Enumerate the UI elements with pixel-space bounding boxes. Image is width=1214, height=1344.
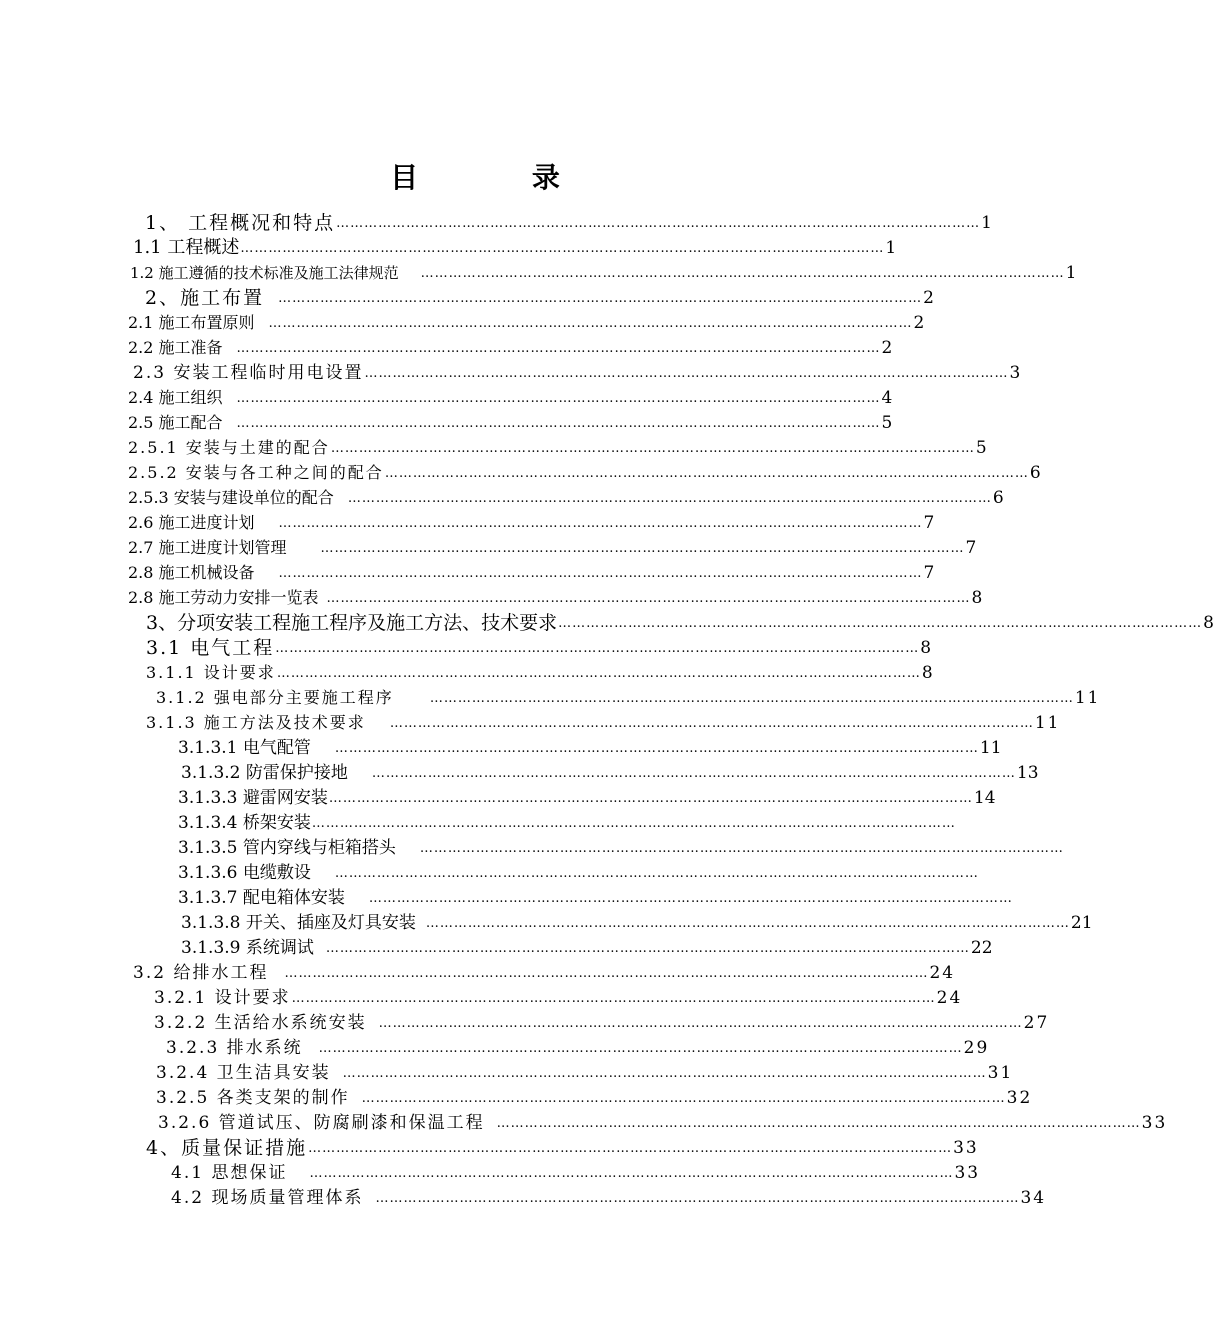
toc-entry[interactable]: [156, 1086, 1033, 1110]
toc-entry[interactable]: [178, 886, 1013, 910]
toc-entry-label: 2.5.2 安装与各工种之间的配合: [128, 463, 384, 482]
toc-entry-page: 24: [929, 963, 956, 983]
toc-entry-page: 8: [971, 588, 983, 608]
toc-leader: …………………………………………………………………………………………………………………………: [368, 891, 1013, 906]
toc-entry-page: 14: [973, 788, 996, 808]
toc-entry-page: 33: [954, 1163, 981, 1183]
toc-entry-page: 27: [1023, 1013, 1050, 1033]
toc-leader: …………………………………………………………………………………………………………………………: [361, 1091, 1006, 1106]
toc-leader: …………………………………………………………………………………………………………………………: [309, 1166, 954, 1181]
toc-entry-label: 3.1.3.7 配电箱体安装: [178, 888, 345, 908]
toc-entry-label: 3、分项安装工程施工程序及施工方法、技术要求: [146, 612, 558, 634]
toc-entry-page: 34: [1020, 1188, 1047, 1208]
toc-entry-label: 2.5 施工配合: [128, 413, 223, 432]
toc-entry-label: 3.1.3.1 电气配管: [178, 738, 311, 758]
toc-leader: …………………………………………………………………………………………………………………………: [275, 641, 920, 656]
toc-entry-label: 3.1.3.3 避雷网安装: [178, 788, 328, 808]
toc-leader: …………………………………………………………………………………………………………………………: [268, 316, 913, 331]
toc-entry-page: 6: [1029, 463, 1043, 483]
toc-entry-label: 3.2.4 卫生洁具安装: [156, 1063, 331, 1083]
toc-entry[interactable]: [166, 1036, 990, 1060]
toc-entry[interactable]: [178, 861, 979, 885]
toc-entry-page: 13: [1016, 763, 1039, 783]
toc-entry-label: 3.2.3 排水系统: [166, 1038, 303, 1058]
toc-leader: …………………………………………………………………………………………………………………………: [284, 966, 929, 981]
toc-entry[interactable]: [128, 461, 1043, 485]
toc-entry[interactable]: [156, 1061, 1014, 1085]
toc-entry-page: 11: [1034, 713, 1061, 733]
toc-entry-label: 3.1.3.5 管内穿线与柜箱搭头: [178, 838, 396, 858]
toc-entry-label: 4.2 现场质量管理体系: [171, 1188, 364, 1208]
toc-leader: …………………………………………………………………………………………………………………………: [240, 241, 885, 256]
toc-leader: …………………………………………………………………………………………………………………………: [364, 366, 1009, 381]
toc-entry-label: 1、 工程概况和特点: [145, 212, 336, 234]
toc-leader: …………………………………………………………………………………………………………………………: [330, 441, 975, 456]
toc-entry-page: 24: [936, 988, 963, 1008]
toc-entry[interactable]: [133, 361, 1023, 385]
toc-entry-page: 1: [981, 213, 994, 233]
toc-entry-label: 2.6 施工进度计划: [128, 513, 255, 532]
toc-entry-label: 3.2.1 设计要求: [154, 988, 291, 1008]
toc-entry-label: 3.2 给排水工程: [133, 963, 269, 983]
toc-leader: …………………………………………………………………………………………………………………………: [278, 566, 923, 581]
toc-leader: …………………………………………………………………………………………………………………………: [325, 941, 970, 956]
toc-leader: …………………………………………………………………………………………………………………………: [384, 466, 1029, 481]
toc-entry-label: 2、施工布置: [145, 287, 265, 309]
toc-entry-page: 33: [953, 1138, 979, 1158]
toc-entry-label: 2.7 施工进度计划管理: [128, 538, 287, 557]
toc-entry-page: 6: [992, 488, 1004, 508]
toc-entry-label: 3.2.2 生活给水系统安装: [154, 1013, 367, 1033]
toc-entry[interactable]: [128, 411, 893, 435]
toc-entry-label: 2.8 施工机械设备: [128, 563, 255, 582]
toc-entry[interactable]: [181, 911, 1093, 935]
toc-leader: …………………………………………………………………………………………………………………………: [311, 816, 956, 831]
toc-entry[interactable]: [128, 536, 977, 560]
toc-entry[interactable]: [146, 636, 934, 660]
toc-entry-page: 31: [987, 1063, 1014, 1083]
toc-leader: …………………………………………………………………………………………………………………………: [347, 491, 992, 506]
toc-entry[interactable]: [146, 711, 1061, 735]
toc-entry-page: 32: [1006, 1088, 1033, 1108]
toc-entry-page: 7: [923, 513, 935, 533]
toc-entry-label: 4.1 思想保证: [171, 1163, 288, 1183]
toc-leader: …………………………………………………………………………………………………………………………: [389, 716, 1034, 731]
toc-leader: …………………………………………………………………………………………………………………………: [278, 516, 923, 531]
toc-entry[interactable]: [128, 511, 935, 535]
toc-entry[interactable]: [158, 1111, 1168, 1135]
toc-leader: …………………………………………………………………………………………………………………………: [326, 591, 971, 606]
toc-leader: …………………………………………………………………………………………………………………………: [328, 791, 973, 806]
toc-leader: …………………………………………………………………………………………………………………………: [342, 1066, 987, 1081]
toc-entry[interactable]: [181, 936, 993, 960]
toc-entry-label: 2.5.3 安装与建设单位的配合: [128, 488, 334, 507]
toc-entry-label: 4、质量保证措施: [146, 1137, 308, 1159]
toc-leader: …………………………………………………………………………………………………………………………: [371, 766, 1016, 781]
toc-leader: …………………………………………………………………………………………………………………………: [236, 416, 881, 431]
toc-leader: …………………………………………………………………………………………………………………………: [420, 266, 1065, 281]
toc-entry-label: 2.5.1 安装与土建的配合: [128, 438, 330, 457]
toc-leader: …………………………………………………………………………………………………………………………: [291, 991, 936, 1006]
toc-entry[interactable]: [154, 1011, 1050, 1035]
toc-leader: …………………………………………………………………………………………………………………………: [425, 916, 1070, 931]
toc-entry-page: 11: [979, 738, 1002, 758]
toc-entry[interactable]: [146, 661, 935, 685]
toc-entry-page: 8: [921, 663, 935, 683]
toc-title: 目 录: [390, 161, 612, 194]
toc-entry[interactable]: [171, 1161, 981, 1185]
toc-leader: …………………………………………………………………………………………………………………………: [236, 391, 881, 406]
toc-entry-label: 3.1.3.8 开关、插座及灯具安装: [181, 913, 416, 933]
toc-entry-label: 3.1.1 设计要求: [146, 663, 276, 682]
toc-entry-label: 3.1.2 强电部分主要施工程序: [156, 688, 394, 707]
toc-leader: …………………………………………………………………………………………………………………………: [318, 1041, 963, 1056]
toc-entry[interactable]: [128, 586, 983, 610]
toc-entry[interactable]: [181, 761, 1039, 785]
toc-entry-page: 7: [923, 563, 935, 583]
toc-entry-label: 1.2 施工遵循的技术标准及施工法律规范: [130, 264, 399, 282]
toc-entry[interactable]: [128, 311, 925, 335]
toc-entry-label: 2.8 施工劳动力安排一览表: [128, 588, 319, 607]
toc-leader: …………………………………………………………………………………………………………………………: [378, 1016, 1023, 1031]
toc-leader: …………………………………………………………………………………………………………………………: [334, 741, 979, 756]
toc-entry[interactable]: [133, 236, 897, 260]
toc-entry-label: 3.1.3.9 系统调试: [181, 938, 314, 958]
toc-entry-page: 5: [975, 438, 989, 458]
toc-entry-page: 2: [881, 338, 893, 358]
toc-leader: …………………………………………………………………………………………………………………………: [236, 341, 881, 356]
toc-entry-label: 3.1.3.6 电缆敷设: [178, 863, 311, 883]
toc-entry-page: 2: [923, 288, 936, 308]
toc-entry-page: 7: [965, 538, 977, 558]
toc-entry-page: 11: [1074, 688, 1101, 708]
toc-leader: …………………………………………………………………………………………………………………………: [419, 841, 1064, 856]
toc-entry-label: 2.2 施工准备: [128, 338, 223, 357]
toc-entry[interactable]: [128, 386, 893, 410]
toc-entry-label: 1.1 工程概述: [133, 237, 240, 258]
toc-entry[interactable]: [154, 986, 963, 1010]
toc-leader: …………………………………………………………………………………………………………………………: [336, 216, 981, 231]
toc-entry-page: 8: [1203, 613, 1214, 633]
toc-entry-label: 3.1 电气工程: [146, 637, 275, 659]
toc-entry-label: 3.1.3.4 桥架安装: [178, 813, 311, 833]
toc-entry-page: 2: [913, 313, 925, 333]
toc-entry[interactable]: [128, 486, 1004, 510]
toc-entry-page: 4: [881, 388, 893, 408]
toc-entry-label: 3.2.6 管道试压、防腐刷漆和保温工程: [158, 1113, 485, 1133]
toc-entry-page: 21: [1070, 913, 1093, 933]
toc-entry-page: 5: [881, 413, 893, 433]
toc-entry-label: 2.3 安装工程临时用电设置: [133, 363, 364, 383]
toc-entry[interactable]: [133, 961, 956, 985]
toc-entry-label: 3.1.3 施工方法及技术要求: [146, 713, 366, 732]
toc-leader: …………………………………………………………………………………………………………………………: [429, 691, 1074, 706]
toc-entry-page: 1: [885, 238, 897, 258]
toc-leader: …………………………………………………………………………………………………………………………: [276, 666, 921, 681]
toc-leader: …………………………………………………………………………………………………………………………: [375, 1191, 1020, 1206]
toc-entry[interactable]: [130, 261, 1077, 285]
toc-entry-label: 2.1 施工布置原则: [128, 313, 255, 332]
toc-entry[interactable]: [145, 211, 994, 235]
toc-entry-page: 1: [1065, 263, 1077, 283]
toc-entry[interactable]: [178, 786, 996, 810]
toc-leader: …………………………………………………………………………………………………………………………: [308, 1141, 953, 1156]
toc-entry[interactable]: [156, 686, 1101, 710]
toc-entry[interactable]: [146, 1136, 979, 1160]
toc-entry[interactable]: [146, 611, 1214, 635]
toc-leader: …………………………………………………………………………………………………………………………: [320, 541, 965, 556]
toc-entry[interactable]: [128, 436, 989, 460]
toc-entry-label: 2.4 施工组织: [128, 388, 223, 407]
toc-leader: …………………………………………………………………………………………………………………………: [334, 866, 979, 881]
toc-entry[interactable]: [128, 561, 935, 585]
toc-entry-page: 29: [963, 1038, 990, 1058]
toc-entry[interactable]: [178, 736, 1002, 760]
toc-entry-page: 22: [970, 938, 993, 958]
toc-entry-page: 33: [1141, 1113, 1168, 1133]
toc-leader: …………………………………………………………………………………………………………………………: [558, 616, 1203, 631]
toc-entry-label: 3.1.3.2 防雷保护接地: [181, 763, 348, 783]
toc-entry[interactable]: [128, 336, 893, 360]
toc-entry-page: 8: [920, 638, 934, 658]
toc-entry[interactable]: [145, 286, 936, 310]
toc-leader: …………………………………………………………………………………………………………………………: [496, 1116, 1141, 1131]
toc-entry-page: 3: [1009, 363, 1023, 383]
toc-entry-label: 3.2.5 各类支架的制作: [156, 1088, 350, 1108]
toc-entry[interactable]: [178, 811, 956, 835]
toc-entry[interactable]: [171, 1186, 1047, 1210]
toc-leader: …………………………………………………………………………………………………………………………: [278, 291, 923, 306]
toc-entry[interactable]: [178, 836, 1064, 860]
